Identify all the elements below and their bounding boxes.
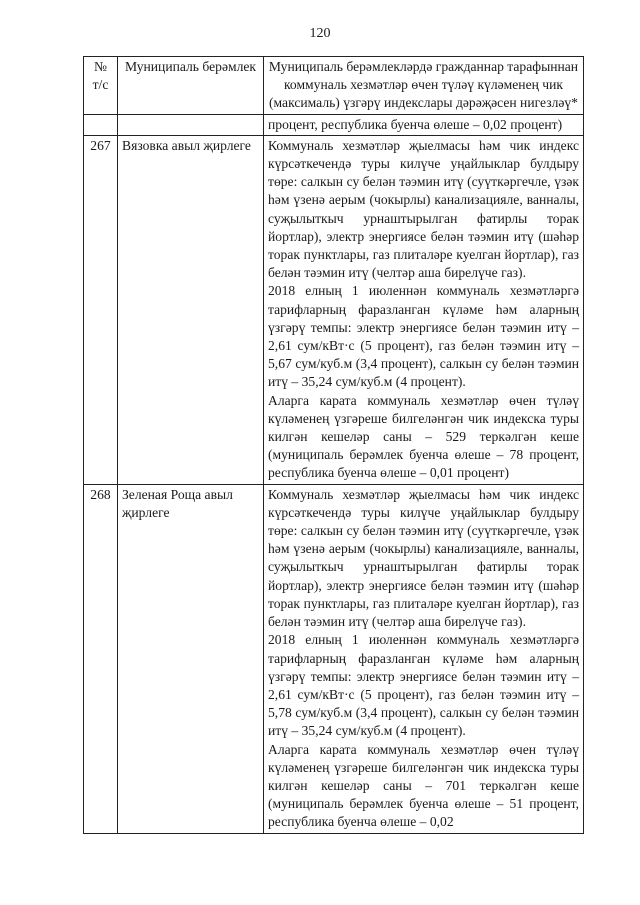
row-municipality: Зеленая Роща авыл җирлеге <box>118 484 264 833</box>
table-header-row <box>84 57 584 115</box>
table-row-continuation <box>84 114 584 135</box>
tariff-index-table <box>83 56 584 834</box>
table-row <box>84 135 584 484</box>
row-description: процент, республика буенча өлеше – 0,02 процент) <box>264 114 584 135</box>
row-number: 267 <box>84 135 118 484</box>
header-municipality: Муниципаль берәмлек <box>118 57 264 115</box>
row-description <box>264 135 584 484</box>
header-description: Муниципаль берәмлекләрдә гражданнар тарафыннан коммуналь хезмәтләр өчен түләү күләменең чик (максималь) үзгәрү индекслары дәрәҗәсен нигезләү* <box>264 57 584 115</box>
row-municipality <box>118 114 264 135</box>
row-number: 268 <box>84 484 118 833</box>
header-number: № т/с <box>84 57 118 115</box>
description-paragraph: 2018 елның 1 июленнән коммуналь хезмәтләргә тарифларның фаразланган күләме һәм аларның үзгәрү темпы: электр энергиясе белән тәэмин итү – 2,61 сум/кВт·с (5 процент), газ белән тәэмин итү – 5,78 сум/куб.м (3,4 процент), салкын су белән тәэмин итү – 35,24 сум/куб.м (4 процент). <box>268 632 579 739</box>
description-paragraph: Коммуналь хезмәтләр җыелмасы һәм чик индекс күрсәткечендә туры килүче уңайлыклар булдыру төре: салкын су белән тәэмин итү (суүткәргечле, үзәк һәм үзенә аерым (чокырлы) канализацияле, ванналы, суҗылыткыч урнаштырылган фатирлы торак йортлар), электр энергиясе белән тәэмин итү (шәһәр торак пунктлары, газ плиталәре куелган йортлар), газ белән тәэмин итү (челтәр аша бирелүче газ). <box>268 137 579 281</box>
page-number: 120 <box>309 26 331 41</box>
description-paragraph: 2018 елның 1 июленнән коммуналь хезмәтләргә тарифларның фаразланган күләме һәм аларның үзгәрү темпы: электр энергиясе белән тәэмин итү – 2,61 сум/кВт·с (5 процент), газ белән тәэмин итү – 5,67 сум/куб.м (3,4 процент), салкын су белән тәэмин итү – 35,24 сум/куб.м (4 процент). <box>268 283 579 390</box>
row-municipality: Вязовка авыл җирлеге <box>118 135 264 484</box>
description-paragraph: Коммуналь хезмәтләр җыелмасы һәм чик индекс күрсәткечендә туры килүче уңайлыклар булдыру төре: салкын су белән тәэмин итү (суүткәргечле, үзәк һәм үзенә аерым (чокырлы) канализацияле, ванналы, суҗылыткыч урнаштырылган фатирлы торак йортлар), электр энергиясе белән тәэмин итү (шәһәр торак пунктлары, газ плиталәре куелган йортлар), газ белән тәэмин итү (челтәр аша бирелүче газ). <box>268 486 579 630</box>
row-number <box>84 114 118 135</box>
row-description <box>264 484 584 833</box>
description-paragraph: Аларга карата коммуналь хезмәтләр өчен түләү күләменең үзгәреше билгеләнгән чик индекска туры килгән кешеләр саны – 529 теркәлгән кеше (муниципаль берәмлек буенча өлеше – 78 процент, республика буенча өлеше – 0,01 процент) <box>268 392 579 481</box>
description-paragraph: Аларга карата коммуналь хезмәтләр өчен түләү күләменең үзгәреше билгеләнгән чик индекска туры килгән кешеләр саны – 701 теркәлгән кеше (муниципаль берәмлек буенча өлеше – 51 процент, республика буенча өлеше – 0,02 <box>268 741 579 830</box>
table-row <box>84 484 584 833</box>
